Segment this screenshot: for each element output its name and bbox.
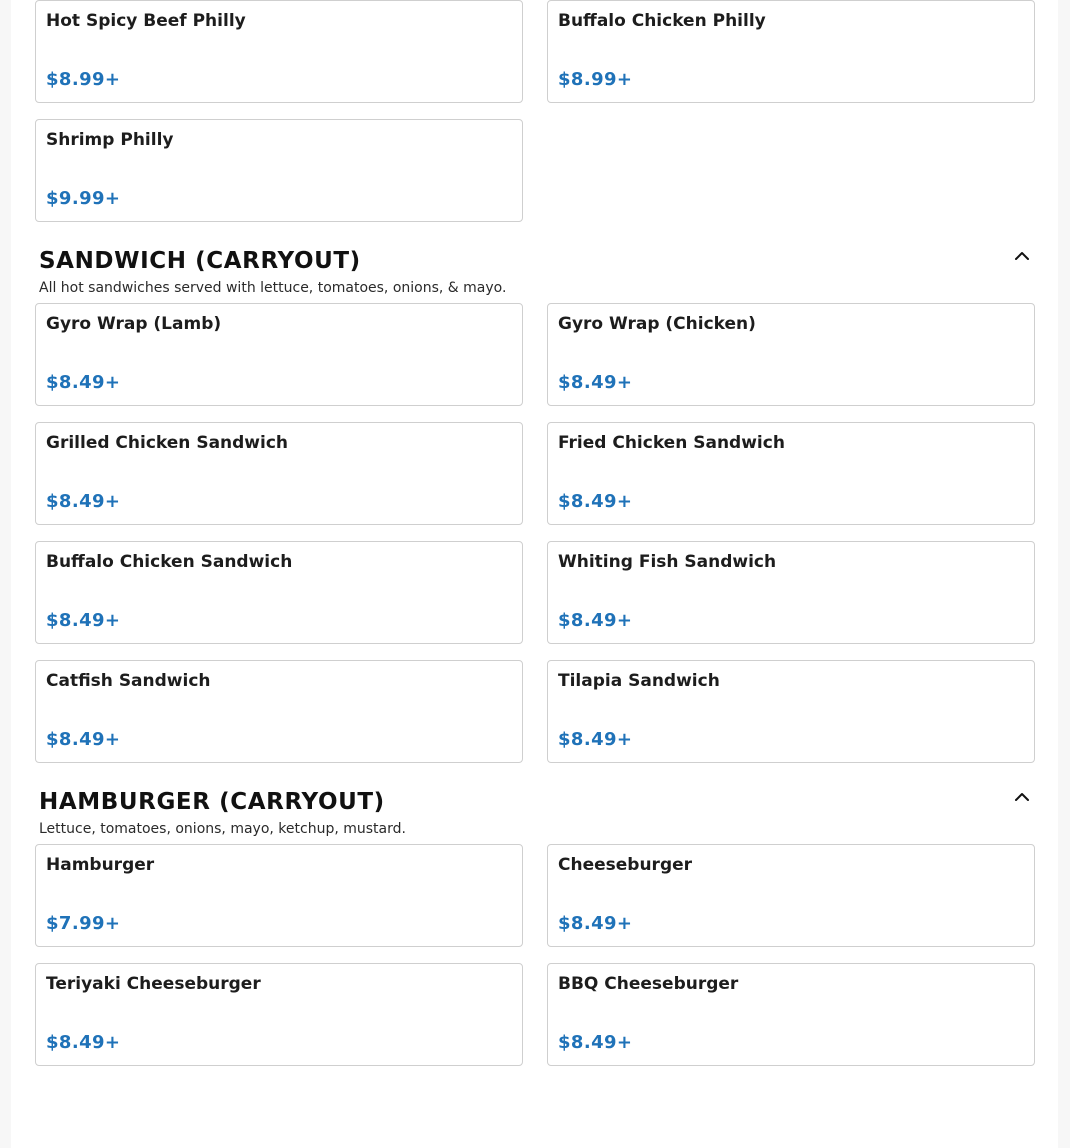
menu-item-card[interactable] [35,844,523,947]
menu-item-name: Hot Spicy Beef Philly [46,11,246,31]
menu-item-price: $8.99+ [558,69,633,90]
menu-item-card[interactable] [547,541,1035,644]
philly-section [11,0,1058,222]
menu-scroll-content [11,0,1058,1066]
menu-item-price: $8.49+ [558,913,633,934]
menu-item-price: $8.49+ [46,610,121,631]
section-header [35,763,1034,821]
menu-item-name: Hamburger [46,855,155,875]
menu-item-name: Fried Chicken Sandwich [558,433,785,453]
menu-item-price: $8.49+ [558,491,633,512]
menu-item-price: $8.49+ [558,729,633,750]
hamburger-items-grid [35,844,1034,1066]
menu-item-card[interactable] [547,844,1035,947]
menu-item-name: Shrimp Philly [46,130,174,150]
menu-item-price: $8.49+ [46,729,121,750]
menu-item-price: $8.49+ [46,372,121,393]
menu-item-name: Teriyaki Cheeseburger [46,974,261,994]
chevron-up-icon[interactable] [1012,787,1032,807]
menu-item-card[interactable] [35,422,523,525]
menu-item-card[interactable] [35,541,523,644]
menu-item-name: Buffalo Chicken Philly [558,11,766,31]
menu-item-price: $8.99+ [46,69,121,90]
menu-item-name: Gyro Wrap (Lamb) [46,314,222,334]
section-description: Lettuce, tomatoes, onions, mayo, ketchup, mustard. [39,821,406,837]
sandwich-items-grid [35,303,1034,763]
menu-item-name: Cheeseburger [558,855,693,875]
menu-item-card[interactable] [547,660,1035,763]
menu-item-card[interactable] [35,119,523,222]
menu-item-card[interactable] [35,660,523,763]
menu-item-name: Buffalo Chicken Sandwich [46,552,293,572]
section-title: HAMBURGER (CARRYOUT) [39,789,385,815]
menu-item-name: Tilapia Sandwich [558,671,720,691]
menu-item-card[interactable] [35,303,523,406]
menu-item-name: BBQ Cheeseburger [558,974,739,994]
menu-item-card[interactable] [547,0,1035,103]
menu-item-card[interactable] [547,963,1035,1066]
menu-item-price: $8.49+ [558,372,633,393]
menu-item-name: Gyro Wrap (Chicken) [558,314,756,334]
section-header [35,222,1034,280]
section-title: SANDWICH (CARRYOUT) [39,248,361,274]
menu-item-card[interactable] [547,422,1035,525]
menu-item-card[interactable] [35,0,523,103]
menu-item-card[interactable] [547,303,1035,406]
chevron-up-icon[interactable] [1012,246,1032,266]
menu-item-card[interactable] [35,963,523,1066]
menu-item-price: $8.49+ [558,610,633,631]
menu-item-name: Whiting Fish Sandwich [558,552,777,572]
menu-item-name: Grilled Chicken Sandwich [46,433,289,453]
hamburger-section [11,763,1058,1066]
menu-item-price: $9.99+ [46,188,121,209]
menu-item-price: $8.49+ [558,1032,633,1053]
philly-items-grid [35,0,1034,222]
section-description: All hot sandwiches served with lettuce, tomatoes, onions, & mayo. [39,280,507,296]
menu-item-name: Catfish Sandwich [46,671,211,691]
menu-item-price: $7.99+ [46,913,121,934]
menu-item-price: $8.49+ [46,1032,121,1053]
menu-page [11,0,1058,1148]
menu-item-price: $8.49+ [46,491,121,512]
sandwich-section [11,222,1058,763]
